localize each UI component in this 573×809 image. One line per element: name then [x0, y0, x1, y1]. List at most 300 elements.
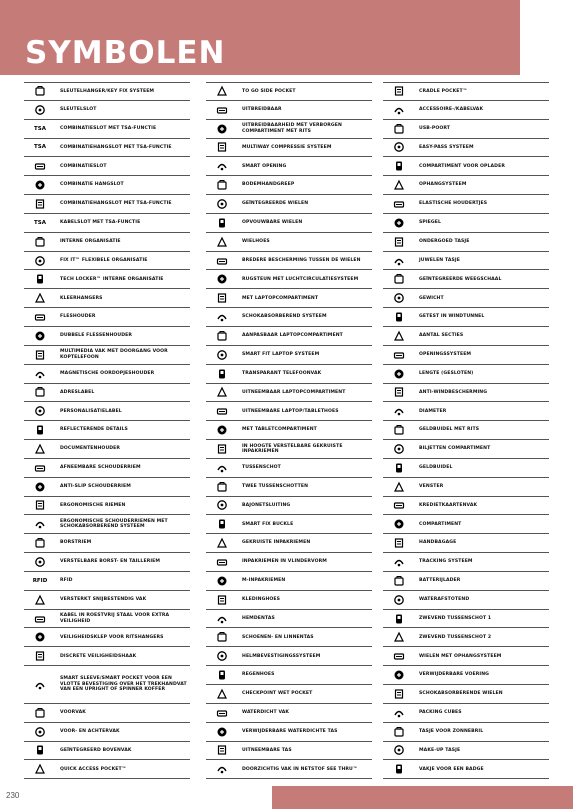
symbol-label: WATERAFSTOTEND: [419, 597, 470, 602]
symbol-label: TWEE TUSSENSCHOTTEN: [242, 483, 309, 489]
garment-cover-icon: [211, 594, 233, 606]
symbol-label: ANTI-WINDBESCHERMING: [419, 389, 488, 395]
ergonomic-shock-straps-icon: [29, 518, 51, 530]
waterproof-pocket-icon: [211, 707, 233, 719]
symbol-label: VERSTELBARE BORST- EN TAILLERIEM: [60, 559, 161, 565]
symbol-label: ERGONOMISCHE RIEMEN: [60, 502, 126, 508]
symbol-row: [24, 289, 190, 308]
m-straps-icon: [211, 575, 233, 587]
wind-tunnel-icon: [388, 311, 410, 323]
symbol-row: [24, 195, 190, 214]
symbol-row: [383, 553, 549, 572]
symbol-label: CRADLE POCKET™: [419, 88, 468, 94]
combination-padlock-icon: [29, 179, 51, 191]
symbol-label: RUGSTEUN MET LUCHTCIRCULATIESYSTEEM: [242, 276, 359, 282]
symbol-row: [24, 497, 190, 516]
steel-cable-icon: [29, 613, 51, 625]
symbol-label: GETEST IN WINDTUNNEL: [419, 314, 485, 320]
floating-divider-1-icon: [388, 613, 410, 625]
symbol-row: [206, 610, 372, 629]
symbol-label: DOCUMENTENHOUDER: [60, 446, 121, 452]
suspension-wheels-icon: [388, 650, 410, 662]
symbol-row: [383, 572, 549, 591]
page-number: 230: [6, 791, 20, 800]
symbol-row: [383, 195, 549, 214]
symbol-row: [24, 82, 190, 101]
personalisation-label-icon: [29, 405, 51, 417]
rain-cover-icon: [211, 669, 233, 681]
symbol-row: [24, 459, 190, 478]
symbol-row: [383, 610, 549, 629]
symbol-label: MAGNETISCHE OORDOPJESHOUDER: [60, 370, 155, 376]
symbol-label: GELDBUIDEL MET RITS: [419, 427, 480, 433]
symbol-row: [206, 723, 372, 742]
front-back-pocket-icon: [29, 726, 51, 738]
tracking-system-icon: [388, 556, 410, 568]
symbol-label: AFNEEMBARE SCHOUDERRIEM: [60, 465, 141, 471]
symbol-row: [383, 478, 549, 497]
hanger-icon: [29, 292, 51, 304]
zip-coin-purse-icon: [388, 424, 410, 436]
symbol-label: ACCESSOIRE-/KABELVAK: [419, 107, 484, 113]
symbol-label: BATTERIJLADER: [419, 578, 461, 584]
symbol-row: [383, 704, 549, 723]
symbol-label: BILJETTEN COMPARTIMENT: [419, 446, 491, 452]
weight-icon: [388, 292, 410, 304]
symbol-label: QUICK ACCESS POCKET™: [60, 766, 127, 772]
double-bottle-holder-icon: [29, 330, 51, 342]
symbol-label: AANPASBAAR LAPTOPCOMPARTIMENT: [242, 333, 343, 339]
laptop-compartment-icon: [211, 292, 233, 304]
symbol-label: TUSSENSCHOT: [242, 465, 281, 471]
symbol-row: [206, 365, 372, 384]
fix-it-icon: [29, 255, 51, 267]
combination-lock-icon: [29, 160, 51, 172]
symbol-row: [206, 384, 372, 403]
symbol-row: [206, 760, 372, 779]
symbol-row: [206, 195, 372, 214]
removable-bag-icon: [211, 744, 233, 756]
symbol-label: TASJE VOOR ZONNEBRIL: [419, 728, 484, 734]
cross-straps-icon: [211, 537, 233, 549]
symbol-label: EASY-PASS SYSTEEM: [419, 144, 474, 150]
symbol-label: USB-POORT: [419, 125, 450, 131]
symbol-label: VOORVAK: [60, 710, 86, 716]
symbol-label: SLEUTELSLOT: [60, 107, 97, 113]
transparent-phone-pocket-icon: [211, 368, 233, 380]
helmet-attachment-icon: [211, 650, 233, 662]
rfid-icon: [29, 578, 51, 584]
symbol-row: [24, 384, 190, 403]
smart-fix-buckle-icon: [211, 518, 233, 530]
symbol-row: [24, 327, 190, 346]
water-repellent-icon: [388, 594, 410, 606]
symbol-label: GEÏNTEGREERD BOVENVAK: [60, 747, 132, 753]
zipper-safety-flap-icon: [29, 631, 51, 643]
symbol-row: [206, 252, 372, 271]
symbol-row: [383, 233, 549, 252]
symbol-label: VERWIJDERBARE WATERDICHTE TAS: [242, 728, 338, 734]
symbol-label: BORSTRIEM: [60, 540, 92, 546]
bayonet-closure-icon: [211, 499, 233, 511]
symbol-row: [383, 723, 549, 742]
key-lock-icon: [29, 104, 51, 116]
usb-port-icon: [388, 123, 410, 135]
sunglasses-pouch-icon: [388, 726, 410, 738]
symbol-row: [24, 742, 190, 761]
underwear-pouch-icon: [388, 236, 410, 248]
symbol-column-3: [383, 82, 549, 779]
symbol-row: [206, 553, 372, 572]
symbol-row: [383, 270, 549, 289]
symbol-row: [24, 346, 190, 365]
header-banner: [0, 0, 520, 75]
icon-text: RFID: [32, 577, 48, 584]
diameter-icon: [388, 405, 410, 417]
symbol-label: ANTI-SLIP SCHOUDERRIEM: [60, 483, 131, 489]
symbol-label: ADRESLABEL: [60, 389, 95, 395]
symbol-label: REGENHOES: [242, 672, 275, 678]
easy-pass-icon: [388, 141, 410, 153]
symbol-row: [206, 742, 372, 761]
makeup-pouch-icon: [388, 744, 410, 756]
symbol-label: IN HOOGTE VERSTELBARE GEKRUISTE INPAKRIEMEN: [242, 443, 343, 454]
symbol-row: [24, 723, 190, 742]
symbol-label: SPIEGEL: [419, 220, 442, 226]
symbol-label: OPENINGSSYSTEEM: [419, 352, 472, 358]
icon-text: TSA: [34, 125, 46, 132]
symbol-row: [24, 365, 190, 384]
battery-charger-icon: [388, 575, 410, 587]
symbol-row: [383, 515, 549, 534]
symbol-row: [383, 685, 549, 704]
symbol-row: [24, 610, 190, 629]
symbol-row: [383, 421, 549, 440]
symbol-label: KLEERHANGERS: [60, 295, 103, 301]
symbol-label: WIELHOES: [242, 238, 270, 244]
expandable-icon: [211, 104, 233, 116]
tsa-combination-lock-icon: [29, 126, 51, 132]
symbol-label: ERGONOMISCHE SCHOUDERRIEMEN MET SCHOKABSORBEREND SYSTEEM: [60, 518, 168, 530]
key-fix-icon: [29, 85, 51, 97]
symbol-row: [383, 628, 549, 647]
symbol-row: [383, 384, 549, 403]
symbol-row: [24, 214, 190, 233]
symbol-label: WATERDICHT VAK: [242, 710, 290, 716]
shock-absorbing-icon: [211, 311, 233, 323]
symbol-row: [383, 139, 549, 158]
symbol-label: SLEUTELHANGER/KEY FIX SYSTEEM: [60, 88, 155, 94]
symbol-label: KLEDINGHOES: [242, 597, 281, 602]
symbol-row: [383, 120, 549, 139]
symbol-label: SMART FIX BUCKLE: [242, 521, 294, 527]
symbol-row: [24, 440, 190, 459]
symbol-row: [383, 365, 549, 384]
anti-wind-icon: [388, 386, 410, 398]
floating-divider-2-icon: [388, 631, 410, 643]
symbol-row: [24, 252, 190, 271]
symbol-label: ONDERGOED TASJE: [419, 238, 470, 244]
symbol-row: [383, 289, 549, 308]
symbol-label: MULTIMEDIA VAK MET DOORGANG VOOR KOPTELEFOON: [60, 349, 168, 360]
chest-strap-icon: [29, 537, 51, 549]
symbol-label: RFID: [60, 578, 73, 584]
symbol-row: [206, 534, 372, 553]
integrated-wheels-icon: [211, 198, 233, 210]
symbol-row: [206, 647, 372, 666]
multiway-compression-icon: [211, 141, 233, 153]
symbol-label: TRACKING SYSTEEM: [419, 559, 473, 565]
symbol-row: [383, 666, 549, 685]
integrated-top-pocket-icon: [29, 744, 51, 756]
symbol-row: [24, 666, 190, 704]
sections-icon: [388, 330, 410, 342]
magnetic-earbud-holder-icon: [29, 368, 51, 380]
symbol-row: [24, 157, 190, 176]
symbol-label: AANTAL SECTIES: [419, 333, 464, 339]
symbol-label: MET LAPTOPCOMPARTIMENT: [242, 295, 319, 301]
symbol-row: [206, 157, 372, 176]
air-circulation-back-icon: [211, 273, 233, 285]
integrated-scale-icon: [388, 273, 410, 285]
symbol-label: COMPARTIMENT: [419, 521, 462, 527]
credit-card-pocket-icon: [388, 499, 410, 511]
symbol-row: [24, 704, 190, 723]
address-label-icon: [29, 386, 51, 398]
adjustable-chest-waist-strap-icon: [29, 556, 51, 568]
reflective-details-icon: [29, 424, 51, 436]
tsa-padlock-icon: [29, 198, 51, 210]
mirror-icon: [388, 217, 410, 229]
symbol-row: [383, 82, 549, 101]
symbol-label: COMBINATIE HANGSLOT: [60, 182, 124, 188]
symbol-row: [206, 346, 372, 365]
symbol-label: COMBINATIEHANGSLOT MET TSA-FUNCTIE: [60, 201, 172, 207]
symbol-label: TRANSPARANT TELEFOONVAK: [242, 370, 322, 376]
tablet-compartment-icon: [211, 424, 233, 436]
smart-opening-icon: [211, 160, 233, 172]
symbol-label: VERWIJDERBARE VOERING: [419, 672, 490, 678]
symbol-label: MULTIWAY COMPRESSIE SYSTEEM: [242, 144, 332, 150]
shoe-laundry-bag-icon: [211, 631, 233, 643]
symbol-row: [206, 685, 372, 704]
symbol-label: GEÏNTEGREERDE WEEGSCHAAL: [419, 276, 502, 282]
symbol-label: SCHOKABSORBEREND SYSTEEM: [242, 314, 327, 320]
adjustable-tie-straps-icon: [211, 443, 233, 455]
symbol-label: LENGTE (GESLOTEN): [419, 370, 474, 376]
document-holder-icon: [29, 443, 51, 455]
page-title: SYMBOLEN: [25, 35, 226, 71]
symbol-label: BODEMHANDGREEP: [242, 182, 295, 188]
symbol-label: HANDBAGAGE: [419, 540, 457, 546]
symbol-label: JUWELEN TASJE: [419, 257, 460, 263]
symbol-row: [383, 327, 549, 346]
symbol-row: [206, 214, 372, 233]
symbol-label: GEWICHT: [419, 295, 444, 301]
banknote-compartment-icon: [388, 443, 410, 455]
butterfly-straps-icon: [211, 556, 233, 568]
symbol-column-2: [206, 82, 372, 779]
symbol-label: INPAKRIEMEN IN VLINDERVORM: [242, 559, 327, 565]
symbol-row: [24, 120, 190, 139]
symbol-row: [24, 308, 190, 327]
symbol-label: TECH LOCKER™ INTERNE ORGANISATIE: [60, 276, 164, 282]
symbol-label: DUBBELE FLESSENHOUDER: [60, 333, 133, 339]
hand-luggage-icon: [388, 537, 410, 549]
symbol-label: ZWEVEND TUSSENSCHOT 1: [419, 615, 492, 621]
shirt-bag-icon: [211, 613, 233, 625]
tsa-padlock-icon: [29, 144, 51, 150]
symbol-row: [24, 478, 190, 497]
symbol-label: DISCRETE VEILIGHEIDSHAAK: [60, 653, 137, 659]
symbol-label: INTERNE ORGANISATIE: [60, 238, 121, 244]
symbol-row: [383, 402, 549, 421]
symbol-row: [206, 120, 372, 139]
removable-lining-icon: [388, 669, 410, 681]
symbol-row: [24, 553, 190, 572]
front-pocket-icon: [29, 707, 51, 719]
symbol-label: ZWEVEND TUSSENSCHOT 2: [419, 634, 492, 640]
safety-hook-icon: [29, 650, 51, 662]
symbol-label: VOOR- EN ACHTERVAK: [60, 728, 120, 734]
symbol-row: [24, 101, 190, 120]
symbol-label: VEILIGHEIDSKLEP VOOR RITSHANGERS: [60, 634, 164, 640]
symbol-row: [383, 760, 549, 779]
symbol-label: UITNEEMBARE TAS: [242, 747, 292, 753]
symbol-row: [383, 459, 549, 478]
tsa-cable-lock-icon: [29, 220, 51, 226]
packing-cubes-icon: [388, 707, 410, 719]
hanging-system-icon: [388, 179, 410, 191]
smart-fit-laptop-icon: [211, 349, 233, 361]
symbol-row: [206, 572, 372, 591]
removable-laptop-icon: [211, 386, 233, 398]
charger-compartment-icon: [388, 160, 410, 172]
symbol-row: [24, 647, 190, 666]
see-thru-pocket-icon: [211, 763, 233, 775]
symbol-row: [24, 572, 190, 591]
badge-pocket-icon: [388, 763, 410, 775]
hidden-zip-expand-icon: [211, 123, 233, 135]
symbol-label: KREDIETKAARTENVAK: [419, 502, 478, 508]
symbol-label: DIAMETER: [419, 408, 447, 414]
symbol-row: [24, 515, 190, 534]
symbol-label: FLESHOUDER: [60, 314, 96, 320]
window-icon: [388, 481, 410, 493]
symbol-label: COMBINATIESLOT: [60, 163, 107, 169]
symbol-row: [383, 440, 549, 459]
tech-locker-icon: [29, 273, 51, 285]
symbol-row: [206, 101, 372, 120]
symbol-label: UITBREIDBAAR: [242, 107, 282, 113]
ergonomic-straps-icon: [29, 499, 51, 511]
symbol-label: BREDERE BESCHERMING TUSSEN DE WIELEN: [242, 257, 361, 263]
symbol-row: [24, 233, 190, 252]
symbol-label: M-INPAKRIEMEN: [242, 578, 286, 584]
symbol-row: [383, 346, 549, 365]
symbol-row: [383, 534, 549, 553]
two-dividers-icon: [211, 481, 233, 493]
symbol-row: [206, 515, 372, 534]
symbol-label: BAJONETSLUITING: [242, 502, 291, 508]
shock-absorbing-wheels-icon: [388, 688, 410, 700]
headphones-icon: [29, 349, 51, 361]
symbol-row: [24, 402, 190, 421]
symbol-row: [383, 252, 549, 271]
symbol-row: [24, 760, 190, 779]
symbol-label: REFLECTERENDE DETAILS: [60, 427, 128, 433]
anti-slip-strap-icon: [29, 481, 51, 493]
compartment-icon: [388, 518, 410, 530]
symbol-row: [383, 742, 549, 761]
footer-bar: [272, 786, 573, 809]
to-go-side-pocket-icon: [211, 85, 233, 97]
removable-waterproof-bag-icon: [211, 726, 233, 738]
symbol-row: [383, 157, 549, 176]
symbol-label: OPHANGSYSTEEM: [419, 182, 467, 188]
symbol-row: [383, 308, 549, 327]
symbol-label: SCHOENEN- EN LINNENTAS: [242, 634, 314, 640]
symbol-label: GEÏNTEGREERDE WIELEN: [242, 201, 309, 207]
symbol-row: [206, 478, 372, 497]
symbol-label: VERSTERKT SNIJBESTENDIG VAK: [60, 597, 147, 602]
symbol-label: GEKRUISTE INPAKRIEMEN: [242, 540, 311, 546]
removable-shoulder-strap-icon: [29, 462, 51, 474]
elastic-holders-icon: [388, 198, 410, 210]
symbol-label: SCHOKABSORBERENDE WIELEN: [419, 691, 503, 697]
symbol-label: UITNEEMBAAR LAPTOPCOMPARTIMENT: [242, 389, 346, 395]
foldable-wheels-icon: [211, 217, 233, 229]
symbol-label: HEMDENTAS: [242, 615, 275, 621]
symbol-row: [383, 647, 549, 666]
symbol-row: [383, 497, 549, 516]
symbol-label: WIELEN MET OPHANGSYSTEEM: [419, 653, 502, 659]
length-closed-icon: [388, 368, 410, 380]
symbol-row: [206, 289, 372, 308]
adjustable-laptop-icon: [211, 330, 233, 342]
symbol-row: [206, 327, 372, 346]
jewellery-pouch-icon: [388, 255, 410, 267]
icon-text: TSA: [34, 219, 46, 226]
symbol-label: KABELSLOT MET TSA-FUNCTIE: [60, 220, 141, 226]
symbol-label: UITNEEMBARE LAPTOP/TABLETHOES: [242, 408, 339, 414]
symbol-row: [383, 214, 549, 233]
symbol-label: SMART SLEEVE/SMART POCKET VOOR EEN VLOTTE BEVESTIGING OVER HET TREKHANDVAT VAN EEN UPRIGHT OF SPINNER KOFFER: [60, 676, 187, 693]
symbol-row: [206, 497, 372, 516]
symbol-row: [206, 666, 372, 685]
symbol-label: OPVOUWBARE WIELEN: [242, 220, 303, 226]
symbol-row: [24, 628, 190, 647]
wheel-protection-icon: [211, 255, 233, 267]
symbol-row: [383, 101, 549, 120]
symbol-label: VAKJE VOOR EEN BADGE: [419, 766, 484, 772]
symbol-label: FIX IT™ FLEXIBELE ORGANISATIE: [60, 257, 148, 263]
symbol-label: MET TABLETCOMPARTIMENT: [242, 427, 317, 433]
symbol-label: PACKING CUBES: [419, 710, 462, 716]
symbol-row: [24, 139, 190, 158]
symbol-row: [206, 308, 372, 327]
symbol-label: ELASTISCHE HOUDERTJES: [419, 201, 488, 207]
symbol-row: [206, 139, 372, 158]
smart-sleeve-icon: [29, 679, 51, 691]
symbol-label: UITBREIDBAARHEID MET VERBORGEN COMPARTIMENT MET RITS: [242, 123, 342, 134]
symbol-row: [24, 421, 190, 440]
coin-purse-icon: [388, 462, 410, 474]
icon-text: TSA: [34, 144, 46, 151]
quick-access-pocket-icon: [29, 763, 51, 775]
symbol-row: [383, 176, 549, 195]
symbol-row: [24, 176, 190, 195]
